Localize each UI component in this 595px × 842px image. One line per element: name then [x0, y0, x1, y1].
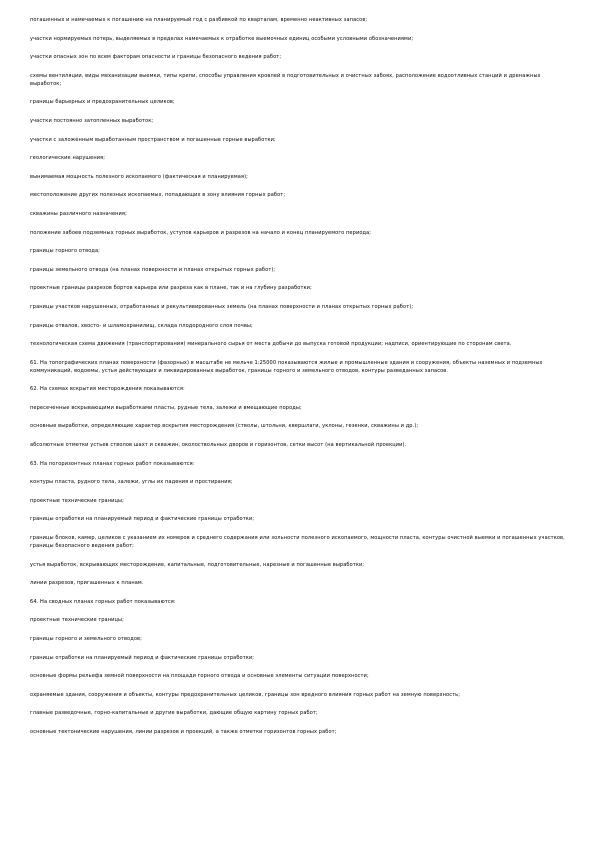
document-paragraph: 62. На схемах вскрытия месторождения показываются: [30, 386, 185, 393]
document-paragraph: проектные технические границы; [30, 497, 124, 504]
document-paragraph: схемы вентиляции, виды механизации выемки, типы крепи, способы управления кровлей в подготовительных и очистных забоях, расположение водоотливных станций и дренажных выработок; [30, 72, 541, 87]
document-paragraph: границы участков нарушенных, отработанных и рекультивированных земель (на планах поверхности и планах открытых горных работ); [30, 303, 414, 310]
document-paragraph: положение забоев подземных горных выработок, уступов карьеров и разрезов на начало и конец планируемого периода; [30, 229, 372, 236]
document-paragraph: главные разведочные, горно-капитальные и другие выработки, дающие общую картину горных работ; [30, 710, 318, 717]
document-paragraph: устья выработок, вскрывающих месторождение, капитальные, подготовительные, нарезные и погашенные выработки; [30, 561, 365, 568]
document-paragraph: проектные технические границы; [30, 617, 124, 624]
document-paragraph: 61. На топографических планах поверхности (фазорных) в масштабе не мельче 1:25000 показываются жилые и промышленные здания и сооружения, объекты наземных и подземных коммуникаций, водоемы, устья действующих и ликвидированных выработок, границы горного и земельного отводов, контуры разведанных запасов. [30, 359, 543, 374]
document-paragraph: границы отвалов, хвосто- и шламохранилищ, склада плодородного слоя почвы; [30, 322, 253, 329]
document-paragraph: линии разрезов, пригашенных к планам. [30, 580, 144, 587]
document-paragraph: охраняемые здания, сооружения и объекты, контуры предохранительных целиков, границы зон вредного влияния горных работ на земную поверхность; [30, 691, 461, 698]
document-paragraph: скважины различного назначения; [30, 210, 127, 217]
document-paragraph: границы горного и земельного отводов; [30, 636, 142, 642]
document-paragraph: пересеченные вскрывающими выработками пласты, рудные тела, залежи и вмещающие породы; [30, 404, 302, 411]
document-paragraph: основные выработки, определяющие характер вскрытия месторождения (стволы, штольни, квершлаги, уклоны, гезенки, скважины и др.); [30, 423, 419, 430]
document-paragraph: основные тектонические нарушения, линии разрезов и проекций, а также отметки горизонтов горных работ; [30, 728, 337, 735]
document-paragraph: границы горного отвода; [30, 248, 100, 255]
document-paragraph: погашенных и намечаемых к погашению на планируемый год с разбивкой по кварталам, временно неактивных запасов; [30, 17, 368, 23]
document-paragraph: участки с заложенным выработанным пространством и погашенные горные выработки; [30, 136, 276, 143]
document-paragraph: основные формы рельефа земной поверхности на площади горного отвода и основные элементы ситуации поверхности; [30, 673, 369, 680]
document-paragraph: проектные границы разрезов бортов карьера или разреза как в плане, так и на глубину разработки; [30, 285, 312, 292]
document-paragraph: участки постоянно затопленных выработок; [30, 117, 154, 124]
document-paragraph: геологические нарушения; [30, 155, 106, 162]
document-paragraph: границы барьерных и предохранительных целиков; [30, 99, 175, 106]
document-paragraph: 63. На погоризонтных планах горных работ показываются: [30, 460, 195, 467]
document-paragraph: местоположение других полезных ископаемых, попадающих в зону влияния горных работ; [30, 192, 286, 199]
document-paragraph: границы отработки на планируемый период и фактические границы отработки; [30, 654, 255, 661]
document-paragraph: абсолютные отметки устьев стволов шахт и скважин, околоствольных дворов и горизонтов, сетки высот (на вертикальной проекции). [30, 442, 407, 449]
document-paragraph: участки опасных зон по всем факторам опасности и границы безопасного ведения работ; [30, 54, 282, 61]
document-paragraph: границы земельного отвода (на планах поверхности и планах открытых горных работ); [30, 266, 276, 273]
document-paragraph: 64. На сводных планах горных работ показываются: [30, 598, 176, 605]
document-paragraph: границы отработки на планируемый период и фактические границы отработки; [30, 516, 255, 523]
document-paragraph: границы блоков, камер, целиков с указанием их номеров и среднего содержания или зольности полезного ископаемого, мощности пласта, контуры очистной выемки и погашенных участков, границы безопасного ведения работ; [30, 535, 565, 550]
document-paragraph: участки нормируемых потерь, выделяемых в пределах намечаемых к отработке выемочных единиц особыми условными обозначениями; [30, 35, 414, 42]
document-paragraph: контуры пласта, рудного тела, залежи, углы их падения и простирания; [30, 479, 233, 486]
document-paragraph: технологическая схема движения (транспортирования) минерального сырья от места добычи до выпуска готовой продукции; надписи, ориентирующие по сторонам света. [30, 341, 512, 348]
document-paragraph: вынимаемая мощность полезного ископаемого (фактическая и планируемая); [30, 173, 248, 180]
